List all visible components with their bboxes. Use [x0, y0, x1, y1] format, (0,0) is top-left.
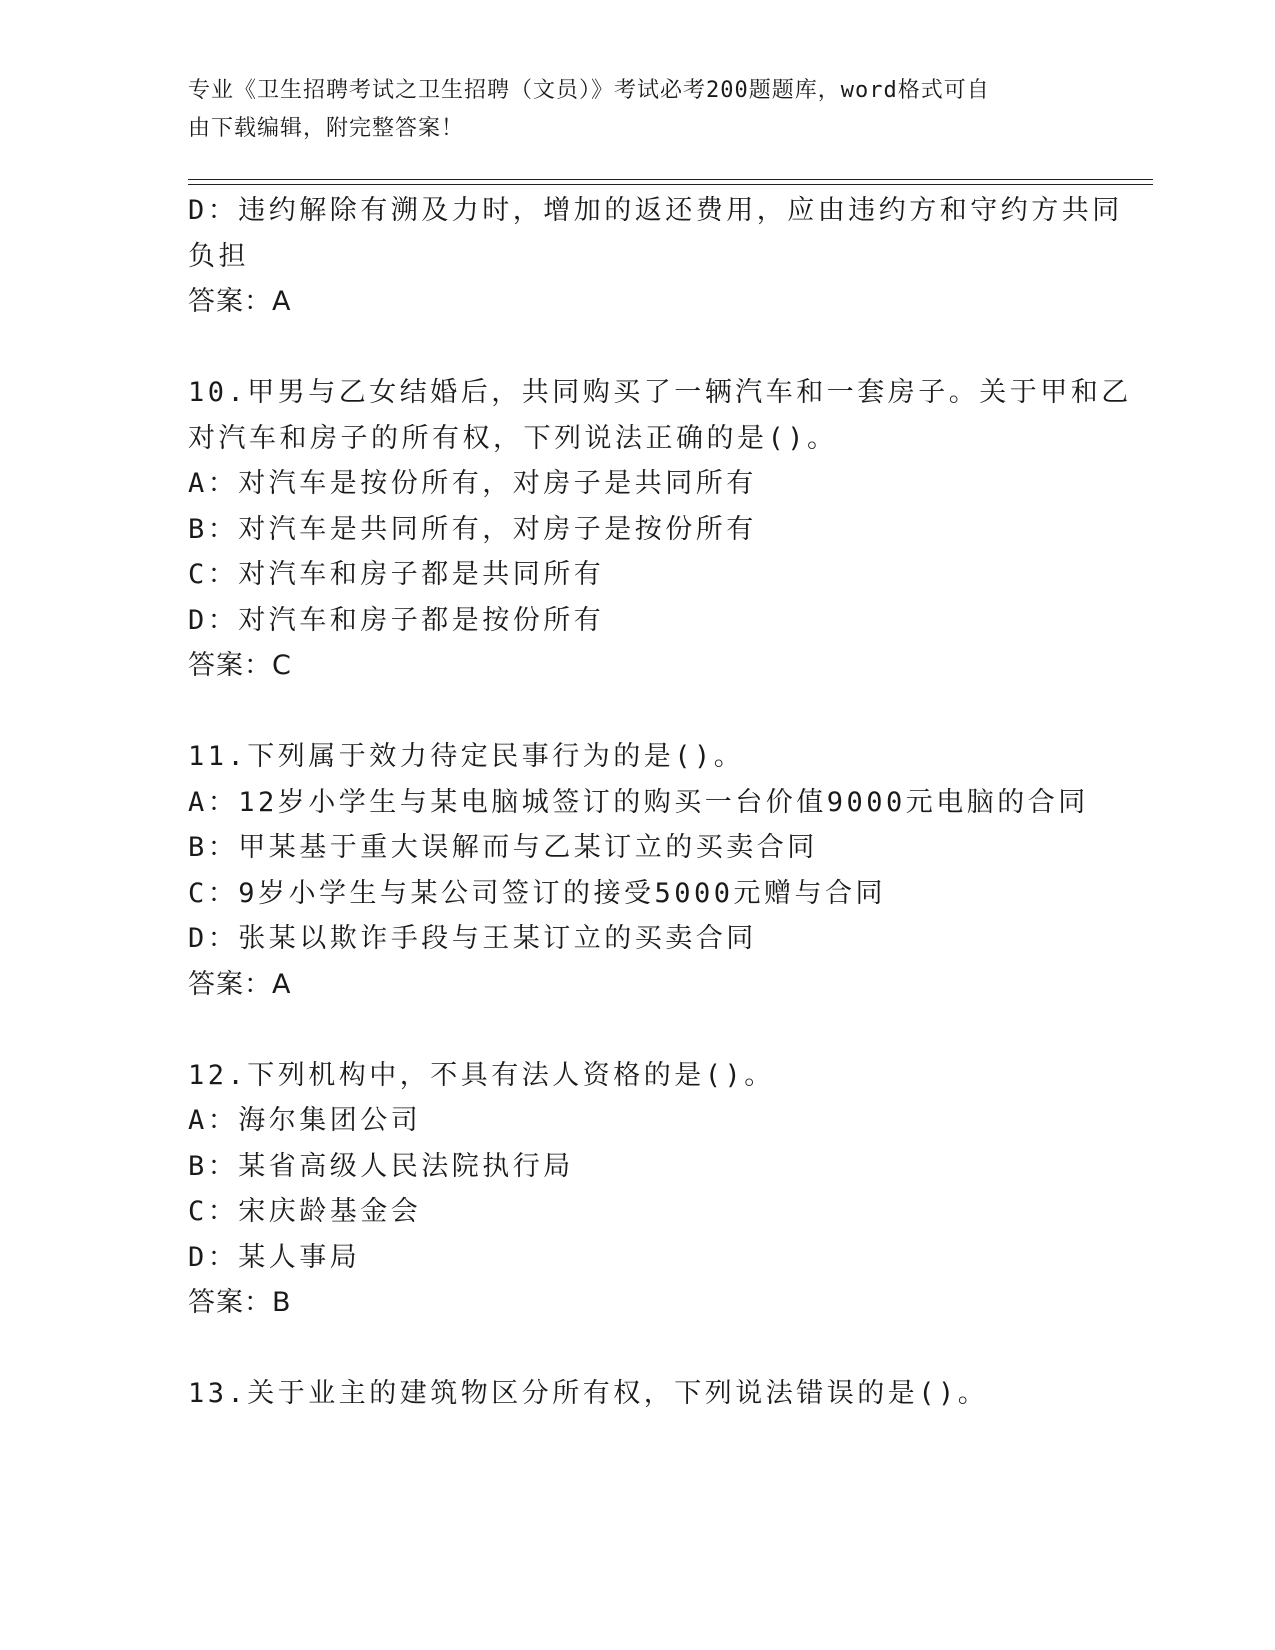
question-12 — [188, 1053, 1088, 1326]
option-d: D：张某以欺诈手段与王某订立的买卖合同 — [188, 923, 757, 954]
question-spacer — [188, 689, 1088, 735]
answer: 答案：A — [188, 968, 292, 1000]
question-spacer — [188, 1326, 1088, 1372]
option-b: B：对汽车是共同所有，对房子是按份所有 — [188, 513, 757, 545]
question-stem: 11.下列属于效力待定民事行为的是()。 — [188, 741, 745, 772]
option-a: A：12岁小学生与某电脑城签订的购买一台价值9000元电脑的合同 — [188, 786, 1089, 818]
header-line-2: 由下载编辑，附完整答案！ — [188, 116, 465, 141]
question-13 — [188, 1371, 1088, 1417]
question-11 — [188, 734, 1088, 1007]
option-a: A：对汽车是按份所有，对房子是共同所有 — [188, 468, 757, 499]
option-d: D：对汽车和房子都是按份所有 — [188, 604, 605, 636]
header-line-1: 专业《卫生招聘考试之卫生招聘（文员）》考试必考200题题库，word格式可自 — [188, 78, 990, 103]
question-content — [188, 188, 1132, 1417]
option-c: C：对汽车和房子都是共同所有 — [188, 559, 605, 590]
option-b: B：某省高级人民法院执行局 — [188, 1150, 574, 1182]
question-spacer — [188, 1007, 1088, 1053]
answer: 答案：B — [188, 1287, 292, 1318]
answer: 答案：A — [188, 286, 292, 317]
question-stem-continued: 对汽车和房子的所有权，下列说法正确的是()。 — [188, 422, 838, 454]
option-d: D：某人事局 — [188, 1241, 361, 1273]
question-stem: 13.关于业主的建筑物区分所有权，下列说法错误的是()。 — [188, 1378, 989, 1409]
question-stem: 12.下列机构中，不具有法人资格的是()。 — [188, 1059, 775, 1091]
option-c: C：9岁小学生与某公司签订的接受5000元赠与合同 — [188, 877, 887, 909]
option-b: B：甲某基于重大误解而与乙某订立的买卖合同 — [188, 832, 818, 863]
answer: 答案：C — [188, 650, 292, 681]
question-spacer — [188, 325, 1088, 371]
option-d: D：违约解除有溯及力时，增加的返还费用，应由违约方和守约方共同 — [188, 195, 1123, 226]
header-divider-bottom — [188, 184, 1153, 185]
question-stem: 10.甲男与乙女结婚后，共同购买了一辆汽车和一套房子。关于甲和乙 — [188, 377, 1132, 408]
prev-question-tail — [188, 188, 1123, 325]
header-divider-top — [188, 179, 1153, 180]
option-c: C：宋庆龄基金会 — [188, 1196, 422, 1227]
document-header — [188, 72, 1068, 148]
question-10 — [188, 370, 1132, 689]
option-d-continued: 负担 — [188, 240, 249, 272]
option-a: A：海尔集团公司 — [188, 1105, 422, 1136]
